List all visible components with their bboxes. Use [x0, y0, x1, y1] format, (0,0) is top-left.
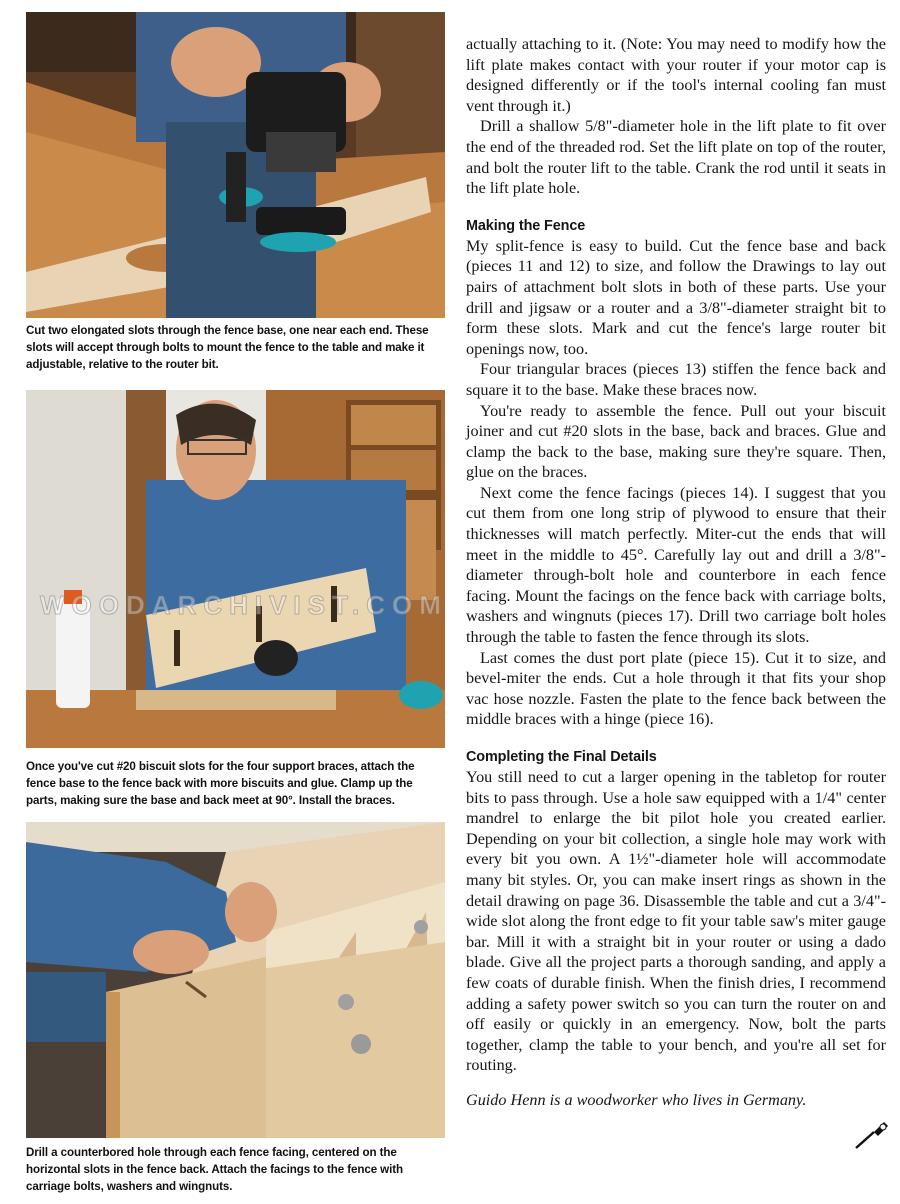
- photo2-caption: Once you've cut #20 biscuit slots for the four support braces, attach the fence base to the fence back with more biscuits and glue. Clamp up the parts, making sure the base and back meet at 90°. Install the braces.: [26, 760, 415, 807]
- body-paragraph: Last comes the dust port plate (piece 15). Cut it to size, and bevel-miter the ends. Cut a hole through it that fits your shop vac hose nozzle. Fasten the plate to the fence back between the middle braces with a hinge (piece 16).: [466, 648, 886, 729]
- heading-final-details: Completing the Final Details: [466, 749, 657, 765]
- photo1-caption: Cut two elongated slots through the fence base, one near each end. These slots will accept through bolts to mount the fence to the table and make it adjustable, relative to the router bit.: [26, 324, 429, 371]
- photo-fence-facings: [26, 822, 445, 1138]
- author-bio: Guido Henn is a woodworker who lives in Germany.: [466, 1090, 807, 1109]
- heading-making-the-fence: Making the Fence: [466, 217, 586, 234]
- photo3-caption: Drill a counterbored hole through each fence facing, centered on the horizontal slots in the fence back. Attach the facings to the fence with carriage bolts, washers and wingnuts.: [26, 1146, 403, 1193]
- photo-assembling-fence: [26, 390, 445, 748]
- end-mark-icon: [852, 1118, 892, 1152]
- body-paragraph: Next come the fence facings (pieces 14). I suggest that you cut them from one long strip of plywood to ensure that their thicknesses will match perfectly. Miter-cut the ends that will meet in the middle to 45°. Carefully lay out and drill a 3/8"-diameter through-bolt hole and counterbore in each fence facing. Mount the facings on the fence back with carriage bolts, washers and wingnuts (pieces 17). Drill two carriage bolt holes through the table to fasten the fence through its slots.: [466, 483, 886, 647]
- body-paragraph: My split-fence is easy to build. Cut the fence base and back (pieces 11 and 12) to size, and follow the Drawings to lay out pairs of attachment bolt slots in both of these parts. Use your drill and jigsaw or a router and a 3/8"-diameter straight bit to form these slots. Mark and cut the fence's large router bit openings now, too.: [466, 236, 886, 358]
- photo-jigsaw-cutting-slots: [26, 12, 445, 318]
- body-paragraph: You still need to cut a larger opening in the tabletop for router bits to pass through. Use a hole saw equipped with a 1/4" center mandrel to enlarge the bit pilot hole you created earlier. Depending on your bit collection, a single hole may work with every bit you own. A 1½"-diameter hole will accommodate many bit styles. Or, you can make insert rings as shown in the detail drawing on page 36. Disassemble the table and cut a 3/4"-wide slot along the front edge to fit your table saw's miter gauge bar. Mill it with a straight bit in your router or using a dado blade. Give all the project parts a thorough sanding, and apply a few coats of durable finish. When the finish dries, I recommend adding a safety power switch so you can turn the router on and off easily or quickly in an emergency. Now, bolt the parts together, clamp the table to your bench, and you're all set for routing.: [466, 768, 886, 1075]
- intro-paragraph: actually attaching to it. (Note: You may need to modify how the lift plate makes contact with your router if your motor cap is designed differently or if the tool's internal cooling fan must vent through it.): [466, 35, 886, 115]
- watermark: WOODARCHIVIST.COM: [40, 590, 448, 620]
- body-paragraph: Drill a shallow 5/8"-diameter hole in the lift plate to fit over the end of the threaded rod. Set the lift plate on top of the router, and bolt the router lift to the table. Crank the rod until it seats in the lift plate hole.: [466, 117, 886, 198]
- article-column: [466, 34, 886, 1111]
- body-paragraph: Four triangular braces (pieces 13) stiffen the fence back and square it to the base. Make these braces now.: [466, 360, 886, 399]
- body-paragraph: You're ready to assemble the fence. Pull out your biscuit joiner and cut #20 slots in the base, back and braces. Glue and clamp the back to the base, making sure they're square. Then, glue on the braces.: [466, 401, 886, 482]
